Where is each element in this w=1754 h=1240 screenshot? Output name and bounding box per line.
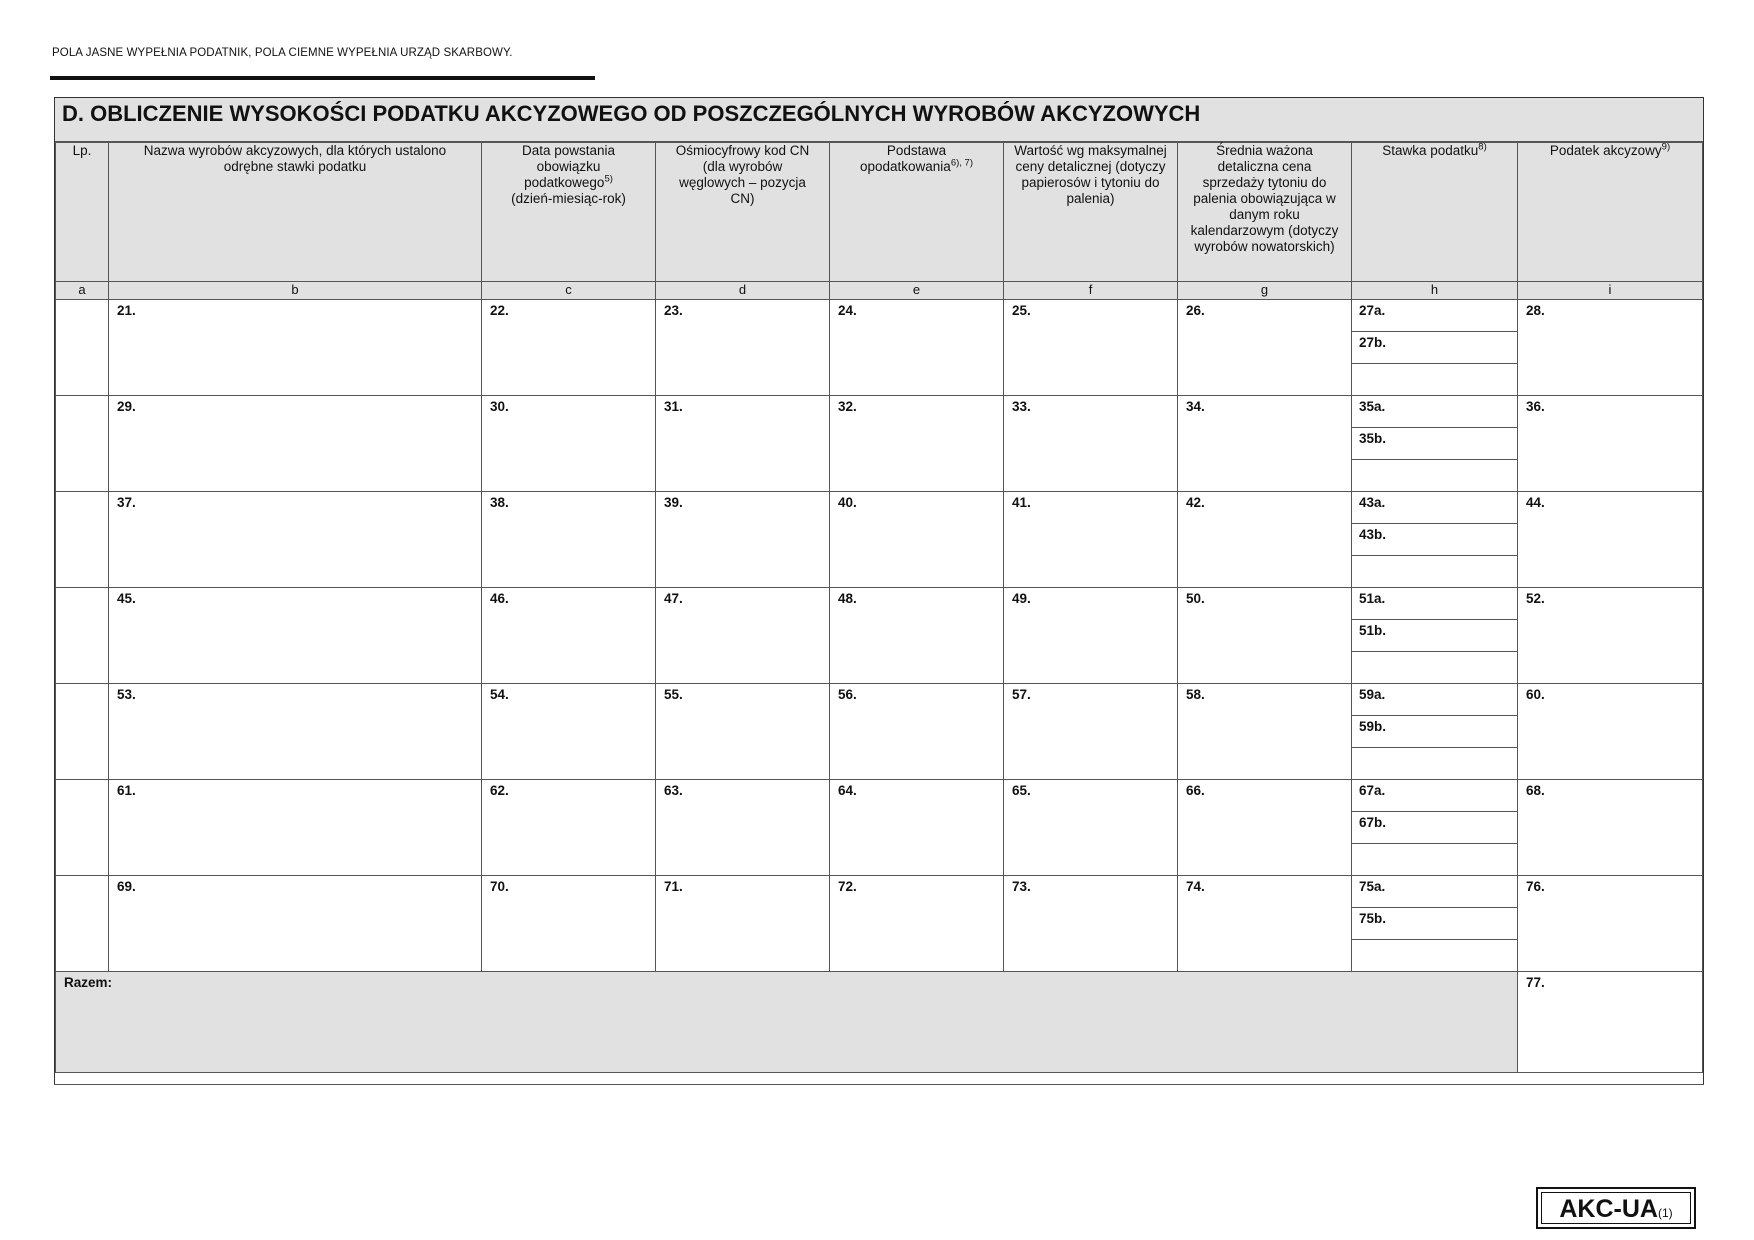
section-title: D. OBLICZENIE WYSOKOŚCI PODATKU AKCYZOWEGO OD POSZCZEGÓLNYCH WYROBÓW AKCYZOWYCH	[55, 98, 1703, 142]
obligation-date-field[interactable]	[482, 396, 656, 492]
table-row	[56, 588, 1703, 684]
field-number: 74.	[1186, 879, 1205, 894]
header-tax-base: Podstawa opodatkowania$^{6), 7)}$	[830, 143, 1004, 282]
table-row	[56, 876, 1703, 972]
cn-code-field[interactable]	[656, 876, 830, 972]
excise-tax-field[interactable]	[1518, 492, 1703, 588]
table-row	[56, 396, 1703, 492]
column-letter: b	[109, 282, 482, 300]
header-excise-tax: Podatek akcyzowy$^{9)}$	[1518, 143, 1703, 282]
product-name-field[interactable]	[109, 780, 482, 876]
field-number: 56.	[838, 687, 857, 702]
weighted-price-field[interactable]	[1178, 876, 1352, 972]
column-letter: e	[830, 282, 1004, 300]
column-letter: a	[56, 282, 109, 300]
field-number: 38.	[490, 495, 509, 510]
excise-tax-field[interactable]	[1518, 588, 1703, 684]
weighted-price-field[interactable]	[1178, 300, 1352, 396]
tax-rate-field	[1352, 780, 1518, 876]
form-bottom-rule	[54, 1084, 1704, 1085]
obligation-date-field[interactable]	[482, 780, 656, 876]
field-number: 54.	[490, 687, 509, 702]
header-row	[56, 143, 1703, 282]
tax-rate-subfield[interactable]: 43a.	[1352, 492, 1517, 524]
field-number: 23.	[664, 303, 683, 318]
field-number: 47.	[664, 591, 683, 606]
obligation-date-field[interactable]	[482, 300, 656, 396]
product-name-field[interactable]	[109, 492, 482, 588]
field-number: 37.	[117, 495, 136, 510]
field-number: 65.	[1012, 783, 1031, 798]
field-number: 70.	[490, 879, 509, 894]
section-d-form	[54, 97, 1704, 1085]
column-letter: c	[482, 282, 656, 300]
lp-cell[interactable]	[56, 684, 109, 780]
field-number: 33.	[1012, 399, 1031, 414]
tax-rate-blank-line[interactable]	[1352, 748, 1517, 779]
tax-rate-subfield[interactable]: 67a.	[1352, 780, 1517, 812]
cn-code-field[interactable]	[656, 492, 830, 588]
tax-rate-field	[1352, 684, 1518, 780]
field-number: 34.	[1186, 399, 1205, 414]
lp-cell[interactable]	[56, 492, 109, 588]
max-retail-value-field[interactable]	[1004, 588, 1178, 684]
product-name-field[interactable]	[109, 684, 482, 780]
table-row	[56, 492, 1703, 588]
tax-rate-subfield[interactable]: 27a.	[1352, 300, 1517, 332]
tax-rate-field	[1352, 588, 1518, 684]
lp-cell[interactable]	[56, 396, 109, 492]
cn-code-field[interactable]	[656, 588, 830, 684]
tax-base-field[interactable]	[830, 780, 1004, 876]
field-number: 39.	[664, 495, 683, 510]
field-number: 25.	[1012, 303, 1031, 318]
total-tax-field[interactable]	[1518, 972, 1703, 1073]
total-label: Razem:	[64, 975, 113, 990]
tax-base-field[interactable]	[830, 300, 1004, 396]
tax-rate-subfield[interactable]: 59a.	[1352, 684, 1517, 716]
obligation-date-field[interactable]	[482, 492, 656, 588]
lp-cell[interactable]	[56, 300, 109, 396]
field-number: 41.	[1012, 495, 1031, 510]
header-tax-obligation-date: Data powstania obowiązku podatkowego$^{5)}$ (dzień-miesiąc-rok)	[482, 143, 656, 282]
field-number: 31.	[664, 399, 683, 414]
excise-tax-field[interactable]	[1518, 876, 1703, 972]
field-number: 62.	[490, 783, 509, 798]
field-number: 36.	[1526, 399, 1545, 414]
form-version: (1)	[1657, 1206, 1673, 1220]
field-number: 55.	[664, 687, 683, 702]
tax-rate-field	[1352, 492, 1518, 588]
lp-cell[interactable]	[56, 588, 109, 684]
tax-rate-field	[1352, 396, 1518, 492]
field-number: 52.	[1526, 591, 1545, 606]
field-number: 53.	[117, 687, 136, 702]
field-number: 28.	[1526, 303, 1545, 318]
tax-base-field[interactable]	[830, 396, 1004, 492]
max-retail-value-field[interactable]	[1004, 780, 1178, 876]
header-tax-rate: Stawka podatku$^{8)}$	[1352, 143, 1518, 282]
weighted-price-field[interactable]	[1178, 780, 1352, 876]
field-number: 29.	[117, 399, 136, 414]
field-number: 24.	[838, 303, 857, 318]
field-number: 30.	[490, 399, 509, 414]
tax-rate-subfield[interactable]: 75a.	[1352, 876, 1517, 908]
field-number: 77.	[1526, 975, 1545, 990]
tax-base-field[interactable]	[830, 588, 1004, 684]
form-instruction-note: POLA JASNE WYPEŁNIA PODATNIK, POLA CIEMNE WYPEŁNIA URZĄD SKARBOWY.	[52, 47, 513, 59]
weighted-price-field[interactable]	[1178, 588, 1352, 684]
column-letter: i	[1518, 282, 1703, 300]
weighted-price-field[interactable]	[1178, 492, 1352, 588]
tax-rate-blank-line[interactable]	[1352, 940, 1517, 971]
excise-tax-field[interactable]	[1518, 396, 1703, 492]
field-number: 60.	[1526, 687, 1545, 702]
field-number: 73.	[1012, 879, 1031, 894]
header-weighted-avg-price: Średnia ważona detaliczna cena sprzedaży tytoniu do palenia obowiązująca w danym roku kalendarzowym (dotyczy wyrobów nowatorskich)	[1178, 143, 1352, 282]
field-number: 71.	[664, 879, 683, 894]
product-name-field[interactable]	[109, 876, 482, 972]
product-name-field[interactable]	[109, 588, 482, 684]
tax-rate-blank-line[interactable]	[1352, 364, 1517, 395]
column-letter: g	[1178, 282, 1352, 300]
tax-rate-field	[1352, 300, 1518, 396]
header-product-name: Nazwa wyrobów akcyzowych, dla których ustalono odrębne stawki podatku	[109, 143, 482, 282]
field-number: 45.	[117, 591, 136, 606]
column-letter: h	[1352, 282, 1518, 300]
table-row	[56, 300, 1703, 396]
cn-code-field[interactable]	[656, 396, 830, 492]
table-row	[56, 684, 1703, 780]
tax-rate-subfield[interactable]: 67b.	[1352, 812, 1517, 844]
tax-rate-subfield[interactable]: 51a.	[1352, 588, 1517, 620]
field-number: 58.	[1186, 687, 1205, 702]
form-identifier	[1536, 1187, 1696, 1229]
field-number: 44.	[1526, 495, 1545, 510]
max-retail-value-field[interactable]	[1004, 300, 1178, 396]
max-retail-value-field[interactable]	[1004, 492, 1178, 588]
tax-calculation-table	[55, 142, 1703, 1073]
field-number: 72.	[838, 879, 857, 894]
cn-code-field[interactable]	[656, 300, 830, 396]
cn-code-field[interactable]	[656, 780, 830, 876]
field-number: 66.	[1186, 783, 1205, 798]
top-divider	[50, 76, 595, 80]
tax-base-field[interactable]	[830, 492, 1004, 588]
lp-cell[interactable]	[56, 876, 109, 972]
tax-base-field[interactable]	[830, 876, 1004, 972]
tax-rate-blank-line[interactable]	[1352, 652, 1517, 683]
header-lp: Lp.	[56, 143, 109, 282]
field-number: 68.	[1526, 783, 1545, 798]
cn-code-field[interactable]	[656, 684, 830, 780]
tax-rate-subfield[interactable]: 59b.	[1352, 716, 1517, 748]
tax-rate-blank-line[interactable]	[1352, 460, 1517, 491]
field-number: 40.	[838, 495, 857, 510]
weighted-price-field[interactable]	[1178, 396, 1352, 492]
tax-rate-blank-line[interactable]	[1352, 844, 1517, 875]
obligation-date-field[interactable]	[482, 684, 656, 780]
tax-rate-field	[1352, 876, 1518, 972]
header-cn-code: Ośmiocyfrowy kod CN (dla wyrobów węglowych – pozycja CN)	[656, 143, 830, 282]
product-name-field[interactable]	[109, 396, 482, 492]
field-number: 57.	[1012, 687, 1031, 702]
tax-rate-subfield[interactable]: 27b.	[1352, 332, 1517, 364]
total-label-cell	[56, 972, 1518, 1073]
tax-rate-subfield[interactable]: 43b.	[1352, 524, 1517, 556]
product-name-field[interactable]	[109, 300, 482, 396]
column-letter: f	[1004, 282, 1178, 300]
excise-tax-field[interactable]	[1518, 780, 1703, 876]
weighted-price-field[interactable]	[1178, 684, 1352, 780]
field-number: 46.	[490, 591, 509, 606]
field-number: 49.	[1012, 591, 1031, 606]
field-number: 63.	[664, 783, 683, 798]
max-retail-value-field[interactable]	[1004, 396, 1178, 492]
field-number: 50.	[1186, 591, 1205, 606]
form-code: AKC-UA	[1559, 1195, 1658, 1223]
field-number: 61.	[117, 783, 136, 798]
tax-rate-subfield[interactable]: 35a.	[1352, 396, 1517, 428]
tax-base-field[interactable]	[830, 684, 1004, 780]
field-number: 48.	[838, 591, 857, 606]
excise-tax-field[interactable]	[1518, 300, 1703, 396]
field-number: 32.	[838, 399, 857, 414]
total-row	[56, 972, 1703, 1073]
field-number: 26.	[1186, 303, 1205, 318]
field-number: 22.	[490, 303, 509, 318]
lp-cell[interactable]	[56, 780, 109, 876]
field-number: 42.	[1186, 495, 1205, 510]
table-row	[56, 780, 1703, 876]
max-retail-value-field[interactable]	[1004, 876, 1178, 972]
tax-rate-subfield[interactable]: 35b.	[1352, 428, 1517, 460]
header-max-retail-value: Wartość wg maksymalnej ceny detalicznej (dotyczy papierosów i tytoniu do palenia)	[1004, 143, 1178, 282]
tax-rate-subfield[interactable]: 51b.	[1352, 620, 1517, 652]
max-retail-value-field[interactable]	[1004, 684, 1178, 780]
tax-rate-subfield[interactable]: 75b.	[1352, 908, 1517, 940]
field-number: 69.	[117, 879, 136, 894]
field-number: 64.	[838, 783, 857, 798]
tax-rate-blank-line[interactable]	[1352, 556, 1517, 587]
obligation-date-field[interactable]	[482, 588, 656, 684]
excise-tax-field[interactable]	[1518, 684, 1703, 780]
obligation-date-field[interactable]	[482, 876, 656, 972]
field-number: 76.	[1526, 879, 1545, 894]
column-letters-row	[56, 282, 1703, 300]
field-number: 21.	[117, 303, 136, 318]
column-letter: d	[656, 282, 830, 300]
